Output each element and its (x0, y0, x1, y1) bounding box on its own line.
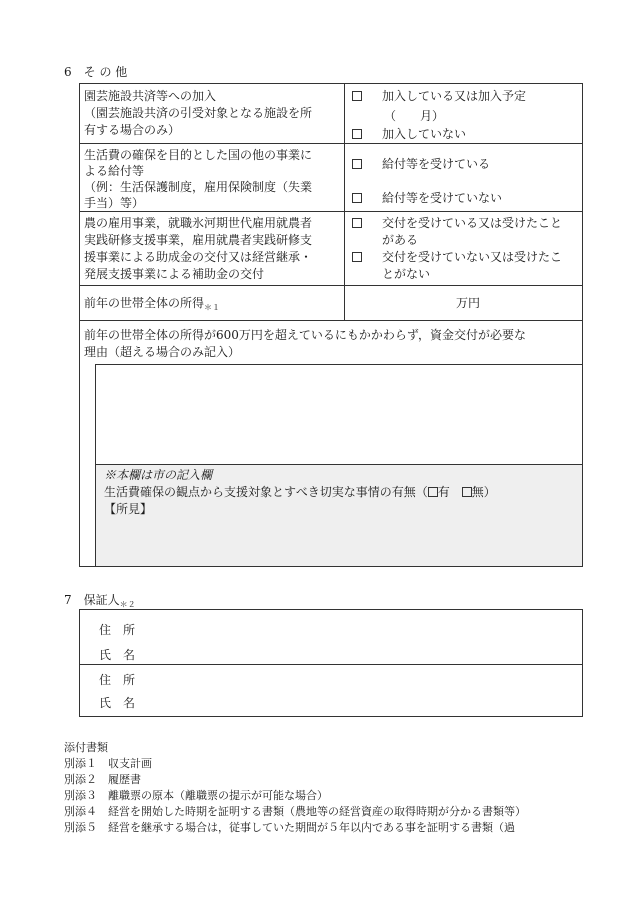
join-option-label: 加入している又は加入予定 (382, 89, 527, 103)
benefit-not-receiving-checkbox[interactable] (352, 193, 362, 203)
row1-label-line3: 有する場合のみ） (84, 123, 181, 137)
circumstance-yes-checkbox[interactable] (428, 487, 438, 497)
circumstance-yes-label: 有 (437, 485, 450, 499)
guarantor1-name-field[interactable] (150, 643, 570, 663)
grant-not-received-label-1: 交付を受けていない又は受けたこ (382, 250, 563, 264)
attachment-item: 別添３ 離職票の原本（離職票の提示が可能な場合） (64, 789, 328, 802)
reason-label-line2: 理由（超える場合のみ記入） (84, 345, 241, 359)
grant-not-received-label-2: とがない (382, 267, 431, 281)
grant-received-checkbox[interactable] (352, 218, 362, 228)
row2-label-line3: （例：生活保護制度，雇用保険制度（失業 (84, 180, 313, 194)
grant-received-label-2: がある (382, 233, 419, 247)
guarantor1-address-field[interactable] (150, 618, 570, 638)
income-label (84, 295, 220, 316)
guarantor2-name-field[interactable] (150, 691, 570, 711)
row2-label-line4: 手当）等） (84, 196, 145, 210)
city-use-opinion: 【所見】 (104, 502, 153, 516)
section-6-heading: 6 そ の 他 (64, 65, 128, 79)
income-amount-field[interactable] (346, 288, 446, 318)
attachment-item: 別添４ 経営を開始した時期を証明する書類（農地等の経営資産の取得時期が分かる書類等） (64, 805, 526, 818)
circumstance-no-checkbox[interactable] (462, 487, 472, 497)
guarantor1-address-label: 住 所 (99, 623, 136, 637)
guarantor-note-mark: ＊２ (119, 600, 136, 609)
guarantor2-address-label: 住 所 (99, 673, 136, 687)
not-join-option-label: 加入していない (382, 127, 467, 141)
not-join-checkbox[interactable] (352, 129, 362, 139)
attachment-item: 別添２ 履歴書 (64, 773, 141, 786)
row3-label-line3: 援事業による助成金の交付又は経営継承・ (84, 250, 313, 264)
row1-label-line2: （園芸施設共済の引受対象となる施設を所 (84, 106, 313, 120)
row2-label-line2: よる給付等 (84, 164, 145, 178)
row3-label-line1: 農の雇用事業，就職氷河期世代雇用就農者 (84, 216, 313, 230)
section-7-heading-text: 7 保証人 (64, 593, 120, 607)
income-unit: 万円 (456, 296, 481, 310)
income-note-mark: ＊１ (204, 303, 221, 312)
circumstance-no-label: 無） (471, 485, 496, 499)
benefit-receiving-checkbox[interactable] (352, 159, 362, 169)
benefit-receiving-label: 給付等を受けている (382, 157, 491, 171)
income-label-text: 前年の世帯全体の所得 (84, 296, 205, 310)
reason-label-line1: 前年の世帯全体の所得が600万円を超えているにもかかわらず，資金交付が必要な (84, 328, 526, 342)
row1-label-line1: 園芸施設共済等への加入 (84, 89, 217, 103)
guarantor1-name-label: 氏 名 (99, 648, 136, 662)
grant-received-label-1: 交付を受けている又は受けたこと (382, 216, 563, 230)
benefit-not-receiving-label: 給付等を受けていない (382, 191, 503, 205)
city-use-circumstance-line (104, 484, 496, 500)
attachment-item: 別添１ 収支計画 (64, 757, 152, 770)
row2-label-line1: 生活費の確保を目的とした国の他の事業に (84, 148, 313, 162)
reason-input-box[interactable] (95, 364, 583, 465)
row3-label-line2: 実践研修支援事業，雇用就農者実践研修支 (84, 233, 313, 247)
attachments-title: 添付書類 (64, 741, 108, 754)
city-use-circumstance-text: 生活費確保の観点から支援対象とすべき切実な事情の有無（ (104, 485, 428, 499)
guarantor2-name-label: 氏 名 (99, 696, 136, 710)
city-use-title: ※本欄は市の記入欄 (104, 468, 213, 482)
join-checkbox[interactable] (352, 91, 362, 101)
guarantor2-address-field[interactable] (150, 668, 570, 688)
attachment-item: 別添５ 経営を継承する場合は，従事していた期間が５年以内である事を証明する書類（過 (64, 821, 515, 834)
join-month: （ 月） (384, 109, 445, 123)
grant-not-received-checkbox[interactable] (352, 252, 362, 262)
row3-label-line4: 発展支援事業による補助金の交付 (84, 267, 265, 281)
